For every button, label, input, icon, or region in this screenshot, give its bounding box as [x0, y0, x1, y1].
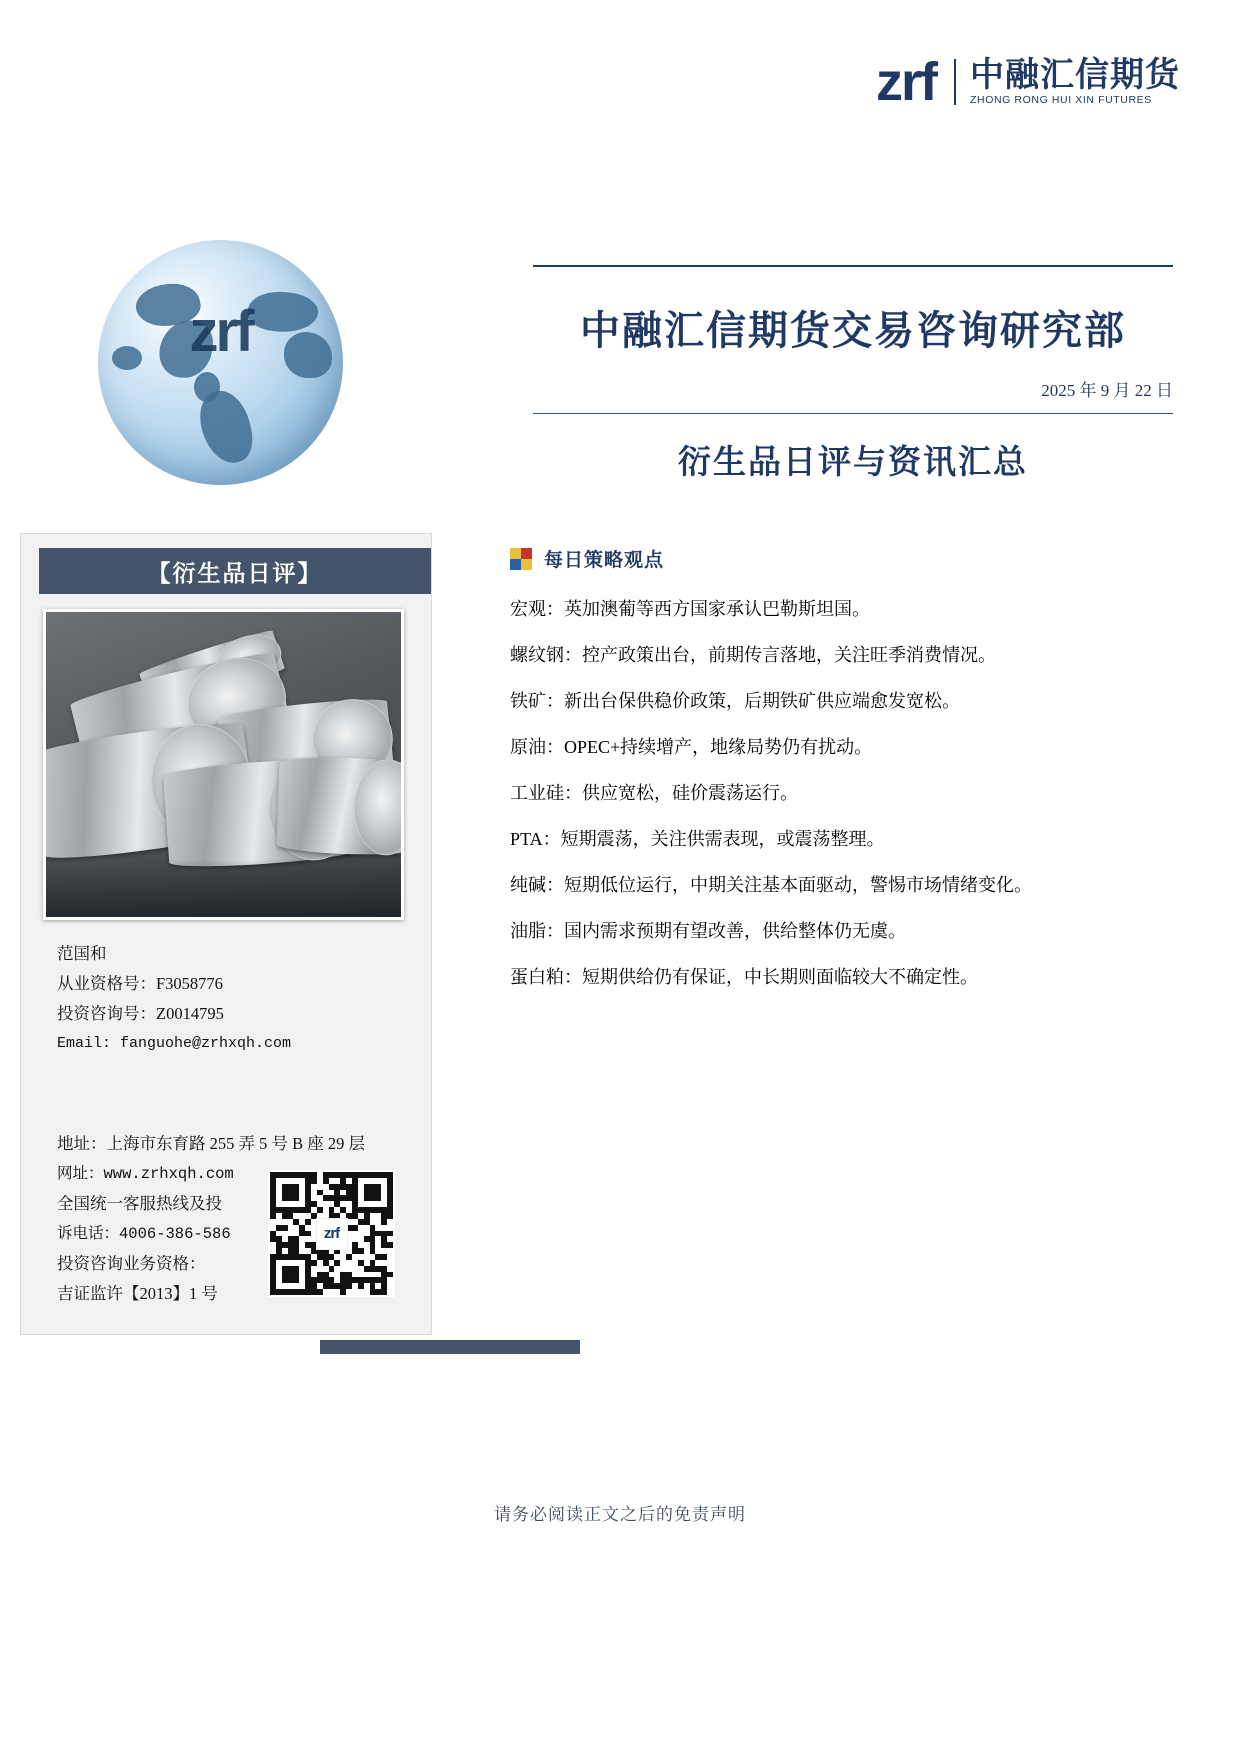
- strategy-point: 螺纹钢：控产政策出台，前期传言落地，关注旺季消费情况。: [510, 645, 996, 665]
- section-title: 每日策略观点: [544, 550, 665, 571]
- cover-photo: [43, 609, 404, 920]
- footer-accent-bar: [320, 1340, 580, 1354]
- document-title: 衍生品日评与资讯汇总: [678, 445, 1028, 481]
- strategy-point: 油脂：国内需求预期有望改善，供给整体仍无虞。: [510, 921, 906, 941]
- metal-bar: [276, 756, 404, 857]
- company-address: 地址：上海市东育路 255 弄 5 号 B 座 29 层: [57, 1134, 366, 1153]
- license-label: 投资咨询业务资格：: [57, 1254, 206, 1273]
- photo-shade: [46, 859, 401, 917]
- globe-watermark-logo: zrf: [189, 299, 252, 364]
- strategy-point: 宏观：英加澳葡等西方国家承认巴勒斯坦国。: [510, 599, 870, 619]
- strategy-point: 纯碱：短期低位运行，中期关注基本面驱动，警惕市场情绪变化。: [510, 875, 1032, 895]
- globe-illustration: [98, 240, 343, 485]
- strategy-point: 蛋白粕：短期供给仍有保证，中长期则面临较大不确定性。: [510, 967, 978, 987]
- card-banner-title: 【衍生品日评】: [39, 548, 431, 594]
- department-title: 中融汇信期货交易咨询研究部: [580, 308, 1126, 353]
- company-name-en: ZHONG RONG HUI XIN FUTURES: [970, 94, 1152, 107]
- license-number: 吉证监许【2013】1 号: [57, 1284, 218, 1303]
- qr-code[interactable]: [268, 1170, 395, 1297]
- hotline-line-2: 诉电话：4006-386-586: [57, 1225, 231, 1243]
- logo-divider: [954, 59, 956, 105]
- header-rule-top: [533, 265, 1173, 267]
- strategy-point: 工业硅：供应宽松，硅价震荡运行。: [510, 783, 798, 803]
- strategy-point: 原油：OPEC+持续增产，地缘局势仍有扰动。: [510, 737, 873, 757]
- hotline-line-1: 全国统一客服热线及投: [57, 1194, 222, 1213]
- analyst-consult-number: 投资咨询号：Z0014795: [57, 1004, 224, 1023]
- qr-center-logo: zrf: [316, 1218, 348, 1250]
- strategy-point: 铁矿：新出台保供稳价政策，后期铁矿供应端愈发宽松。: [510, 691, 960, 711]
- analyst-qualification: 从业资格号：F3058776: [57, 974, 223, 993]
- logo-mark-icon: zrf: [876, 52, 936, 112]
- company-website[interactable]: 网址：www.zrhxqh.com: [57, 1165, 234, 1183]
- company-name-cn: 中融汇信期货: [970, 56, 1180, 94]
- strategy-point: PTA：短期震荡，关注供需表现，或震荡整理。: [510, 829, 885, 849]
- section-header: [510, 545, 1070, 572]
- analyst-name: 范国和: [57, 944, 107, 963]
- four-square-bullet-icon: [510, 548, 532, 570]
- header-rule-bottom: [533, 413, 1173, 414]
- document-header: [533, 265, 1173, 483]
- main-content: [510, 545, 1070, 1004]
- document-date: 2025 年 9 月 22 日: [1041, 381, 1173, 400]
- analyst-email[interactable]: Email: fanguohe@zrhxqh.com: [57, 1035, 292, 1052]
- brand-logo: [876, 52, 1180, 112]
- footer-disclaimer: 请务必阅读正文之后的免责声明: [494, 1505, 746, 1524]
- logo-text-block: [970, 58, 1180, 107]
- analyst-info: [57, 939, 415, 1059]
